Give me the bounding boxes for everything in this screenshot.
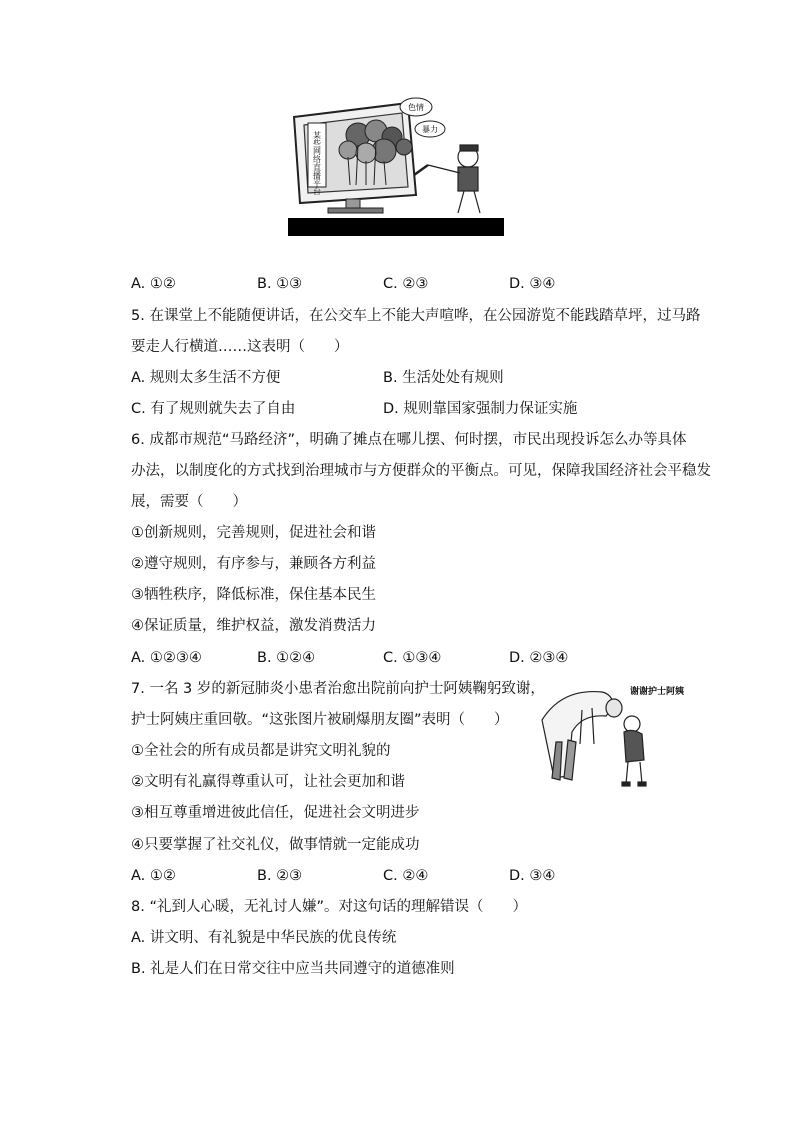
q6-stem-line-2: 办法，以制度化的方式找到治理城市与方便群众的平衡点。可见，保障我国经济社会平稳发 bbox=[131, 463, 711, 479]
q7-option-d: D. ③④ bbox=[509, 868, 556, 884]
q7-item-1: ①全社会的所有成员都是讲究文明礼貌的 bbox=[131, 743, 391, 759]
q7-option-c: C. ②④ bbox=[383, 868, 429, 884]
bubble-text-1: 色情 bbox=[408, 103, 424, 112]
q7-item-4: ④只要掌握了社交礼仪，做事情就一定能成功 bbox=[131, 837, 420, 853]
bubble-text-2: 暴力 bbox=[422, 125, 438, 134]
q4-option-b: B. ①③ bbox=[257, 276, 303, 292]
q6-stem-line-3: 展，需要（ ） bbox=[131, 494, 247, 510]
q8-option-a: A. 讲文明、有礼貌是中华民族的优良传统 bbox=[131, 930, 397, 946]
q8-option-b: B. 礼是人们在日常交往中应当共同遵守的道德准则 bbox=[131, 961, 455, 977]
bowing-caption: 谢谢护士阿姨 bbox=[630, 687, 685, 697]
q5-option-c: C. 有了规则就失去了自由 bbox=[131, 401, 296, 417]
q5-option-d: D. 规则靠国家强制力保证实施 bbox=[383, 401, 578, 417]
q6-item-3: ③牺牲秩序，降低标准，保住基本民生 bbox=[131, 587, 376, 603]
q4-options bbox=[131, 274, 691, 294]
q5-options-row-1 bbox=[131, 368, 691, 388]
q7-item-3: ③相互尊重增进彼此信任，促进社会文明进步 bbox=[131, 805, 420, 821]
q7-item-2: ②文明有礼赢得尊重认可，让社会更加和谐 bbox=[131, 774, 405, 790]
q6-item-1: ①创新规则，完善规则，促进社会和谐 bbox=[131, 525, 376, 541]
q6-options bbox=[131, 648, 691, 668]
live-stream-cartoon-figure bbox=[288, 95, 504, 220]
child-figure bbox=[622, 716, 646, 786]
q7-options bbox=[131, 866, 691, 886]
q5-stem-line-2: 要走人行横道……这表明（ ） bbox=[131, 339, 349, 355]
q7-stem-line-2: 护士阿姨庄重回敬。“这张图片被刷爆朋友圈”表明（ ） bbox=[131, 712, 509, 728]
q6-option-a: A. ①②③④ bbox=[131, 650, 202, 666]
bowing-cartoon-figure bbox=[532, 680, 702, 790]
q7-option-a: A. ①② bbox=[131, 868, 176, 884]
q5-options-row-2 bbox=[131, 399, 691, 419]
screen-vertical-text: 某些网络直播平台 bbox=[312, 131, 322, 195]
q4-option-c: C. ②③ bbox=[383, 276, 429, 292]
q6-item-4: ④保证质量，维护权益，激发消费活力 bbox=[131, 618, 376, 634]
cleaner-figure bbox=[414, 145, 480, 213]
figure-caption-bar bbox=[288, 218, 504, 236]
q4-option-a: A. ①② bbox=[131, 276, 176, 292]
q6-stem-line-1: 6. 成都市规范“马路经济”，明确了摊点在哪儿摆、何时摆，市民出现投诉怎么办等具体 bbox=[131, 432, 687, 448]
q6-option-d: D. ②③④ bbox=[509, 650, 569, 666]
q6-option-c: C. ①③④ bbox=[383, 650, 442, 666]
q8-stem: 8. “礼到人心暖，无礼讨人嫌”。对这句话的理解错误（ ） bbox=[131, 899, 527, 915]
q6-option-b: B. ①②④ bbox=[257, 650, 316, 666]
q6-item-2: ②遵守规则，有序参与，兼顾各方利益 bbox=[131, 556, 376, 572]
nurse-figure bbox=[542, 692, 622, 780]
q4-option-d: D. ③④ bbox=[509, 276, 556, 292]
q5-stem-line-1: 5. 在课堂上不能随便讲话，在公交车上不能大声喧哗，在公园游览不能践踏草坪，过马路 bbox=[131, 308, 701, 324]
q7-option-b: B. ②③ bbox=[257, 868, 303, 884]
q7-stem-line-1: 7. 一名 3 岁的新冠肺炎小患者治愈出院前向护士阿姨鞠躬致谢， bbox=[131, 681, 545, 697]
q5-option-a: A. 规则太多生活不方便 bbox=[131, 370, 281, 386]
q5-option-b: B. 生活处处有规则 bbox=[383, 370, 504, 386]
